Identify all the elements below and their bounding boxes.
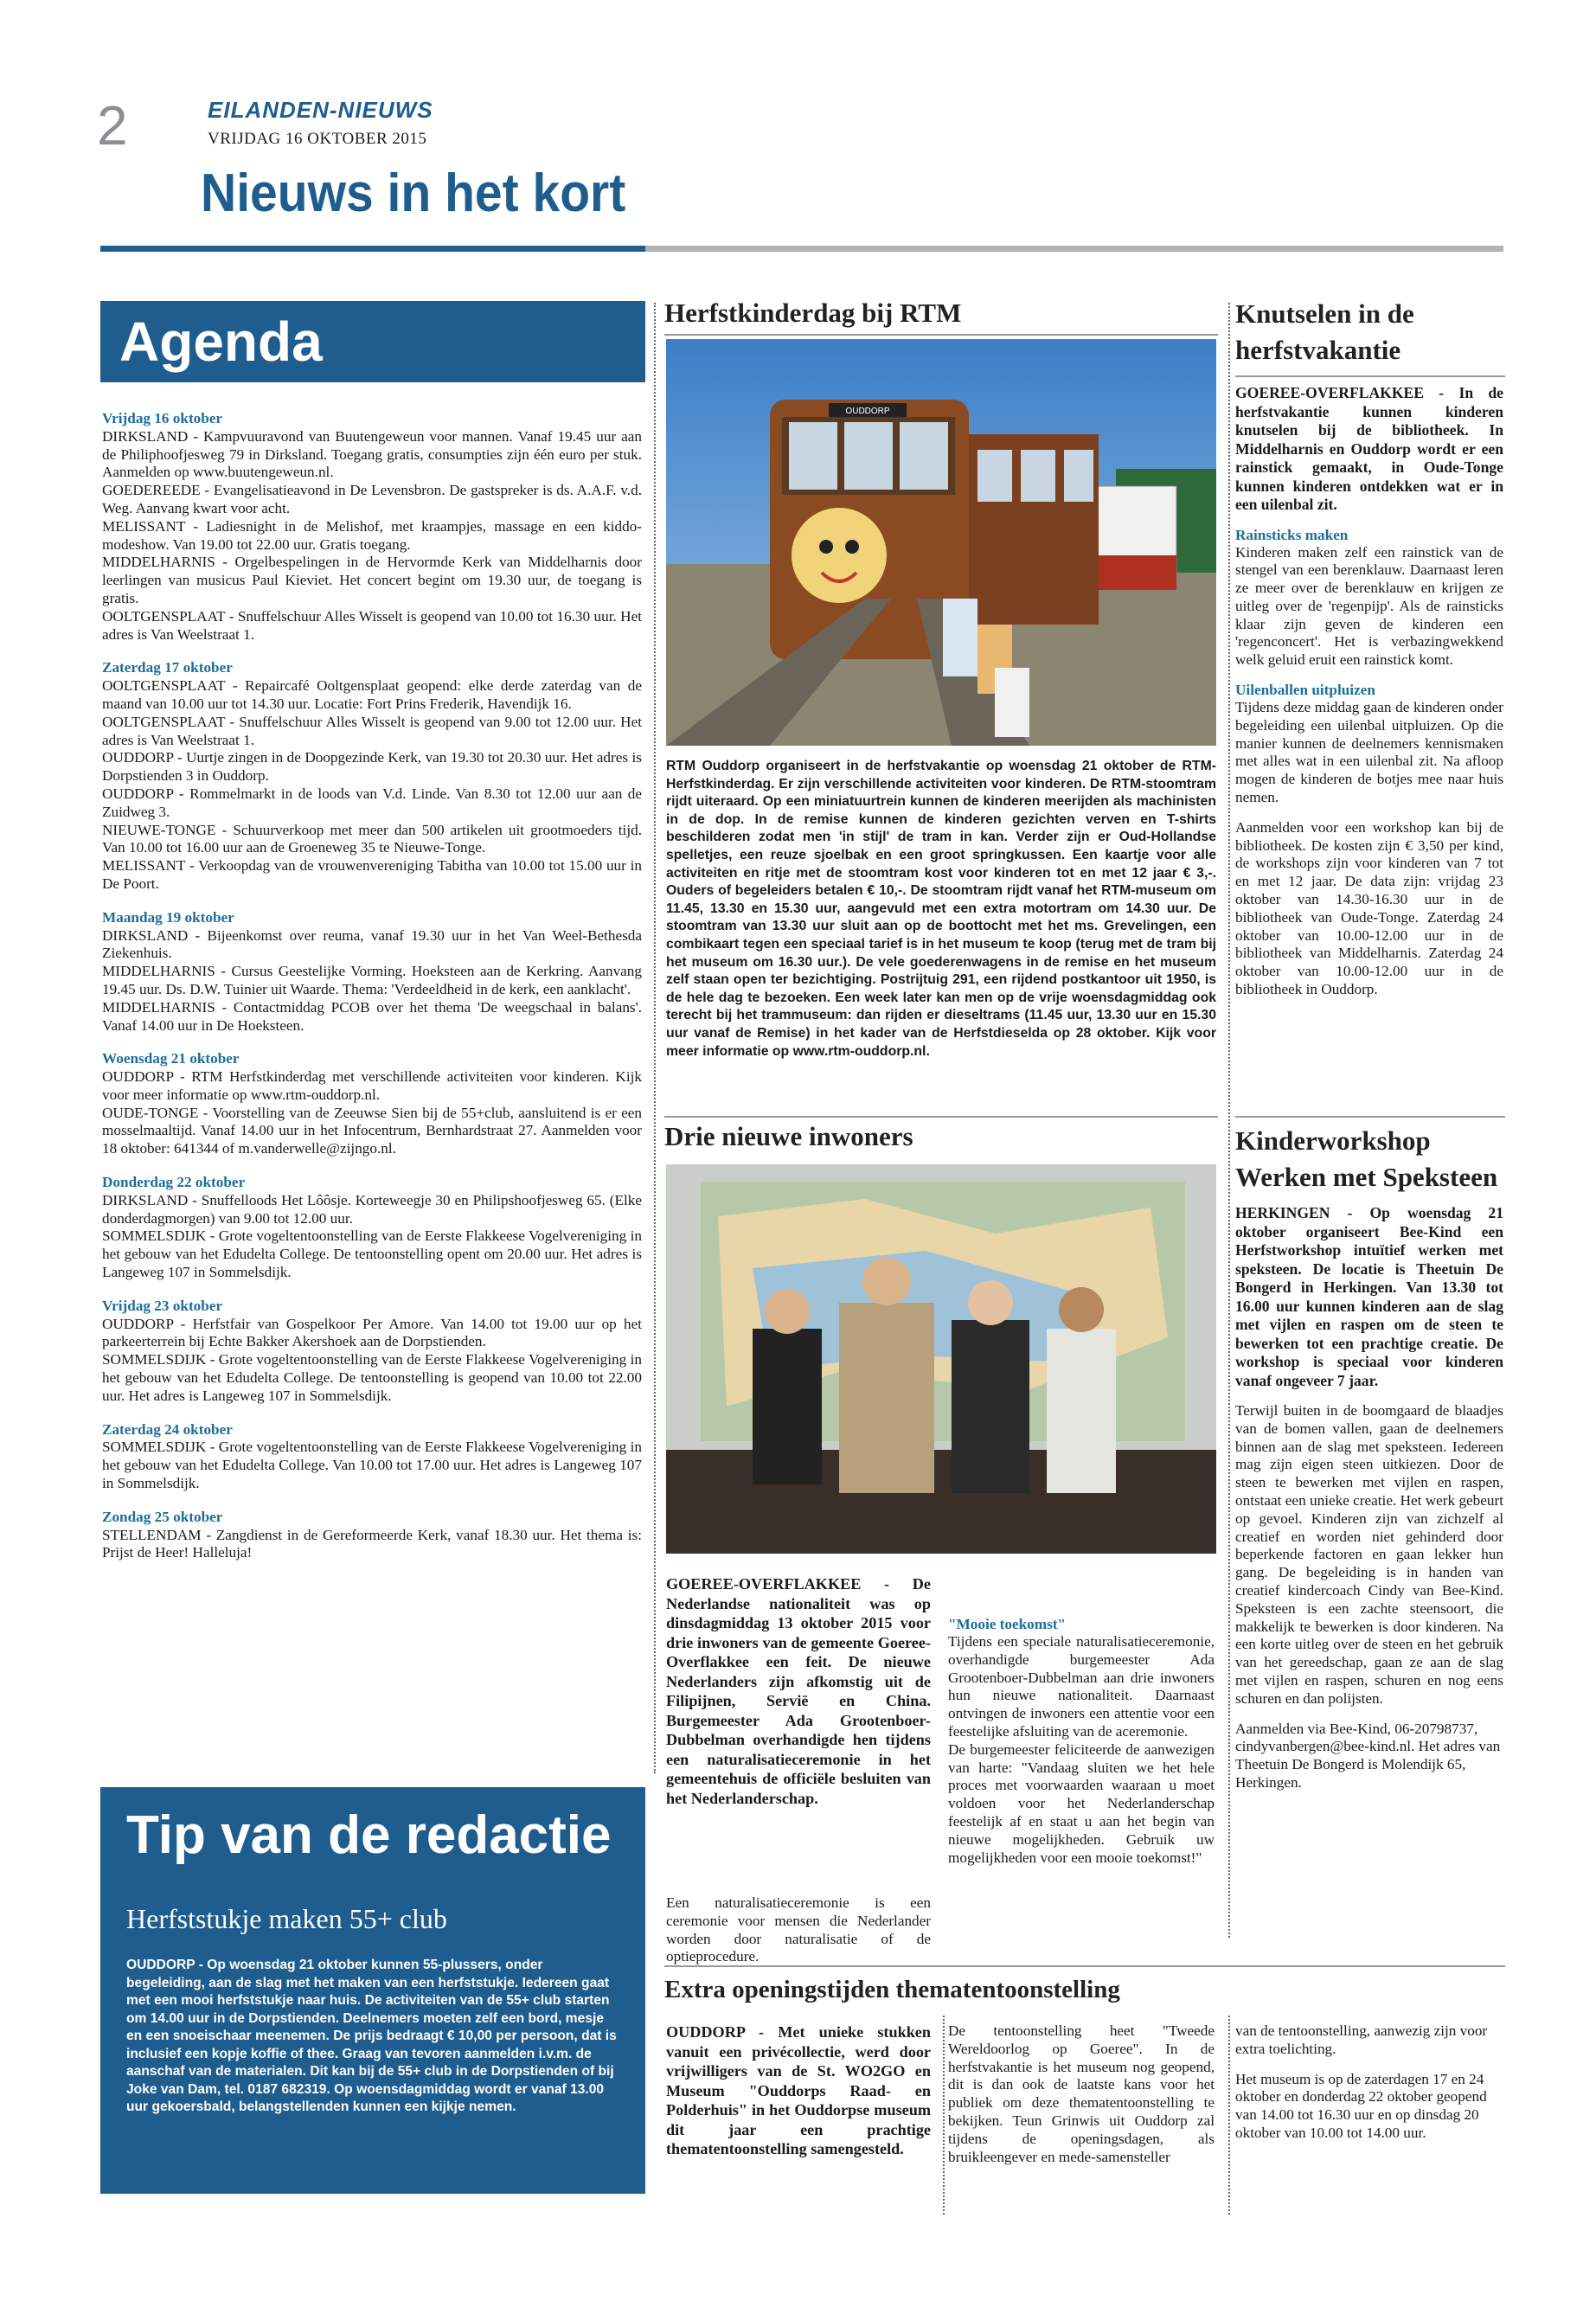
agenda-entry: MELISSANT - Ladiesnight in de Melishof, met kraampjes, massage en een kiddo-modeshow. Van 19.00 tot 22.00 uur. Gratis toegang. (102, 517, 642, 553)
knutselen-headline-line: herfstvakantie (1235, 335, 1401, 365)
spacer (1235, 2059, 1503, 2071)
section-title: Nieuws in het kort (201, 163, 626, 223)
spacer (1235, 1708, 1503, 1721)
header-rule-accent (100, 246, 645, 252)
knutselen-paragraph: Kinderen maken zelf een rainstick van de stengel van een berenklauw. Daarnaast leren ze meer over de berenklauw en krijgen ze uitleg over de 'regenpijp'. Als de rainsticks klaar zijn geven de kinderen een 'regenconcert'. Het is verbazingwekkend welk geluid eruit een rainstick komt. (1235, 543, 1503, 669)
tram-destination-sign: OUDDORP (845, 407, 890, 416)
workshop-body (1235, 1204, 1503, 1792)
workshop-paragraph: Aanmelden via Bee-Kind, 06-20798737, cindyvanbergen@bee-kind.nl. Het adres van Theetuin De Bongerd is Molendijk 65, Herkingen. (1235, 1720, 1501, 1791)
agenda-entry: DIRKSLAND - Snuffelloods Het Lôôsje. Korteweegje 30 en Philipshoofjesweg 65. (Elke donderdagmorgen) van 9.00 tot 12.00 uur. (102, 1191, 642, 1227)
inwoners-column-2 (948, 1574, 1215, 1867)
knutselen-subhead: Rainsticks maken (1235, 526, 1349, 543)
agenda-entry: OUDDORP - RTM Herfstkinderdag met verschillende activiteiten voor kinderen. Kijk voor meer informatie op www.rtm-ouddorp.nl. (102, 1068, 642, 1103)
spacer (1235, 515, 1503, 527)
workshop-paragraph: Terwijl buiten in de boomgaard de blaadjes van de bomen vallen, gaan de deelnemers binnen aan de slag met speksteen. Iedereen mag zijn eigen steen uitkiezen. Door de steen te bewerken met vijlen en raspen, ontstaat een unieke creatie. Het werk gebeurt op gevoel. Kinderen zijn van zichzelf al creatief en worden niet gehinderd door beperkende factoren en gaan lekker hun gang. De begeleiding is in handen van creatief kindercoach Cindy van Bee-Kind. Speksteen is een zachte steensoort, die makkelijk te bewerken is door kinderen. Na een korte uitleg over de steen en het gebruik van het gereedschap, gaan ze aan de slag met vijlen en raspen, schuren en nog eens schuren en dan polijsten. (1235, 1402, 1503, 1707)
agenda-entry: SOMMELSDIJK - Grote vogeltentoonstelling van de Eerste Flakkeese Vogelvereniging in het gebouw van het Edudelta College. Van 10.00 tot 17.00 uur. Het adres is Langeweg 107 in Sommelsdijk. (102, 1439, 642, 1492)
extra-paragraph: Het museum is op de zaterdagen 17 en 24 oktober en donderdag 22 oktober geopend van 14.00 tot 16.30 uur en op dinsdag 20 oktober van 10.00 tot 14.00 uur. (1235, 2070, 1487, 2141)
extra-headline: Extra openingstijden thematentoonstelling (664, 1976, 1120, 2003)
workshop-headline (1235, 1123, 1497, 1195)
extra-lead: OUDDORP - Met unieke stukken vanuit een privécollectie, werd door vrijwilligers van de St. WO2GO en Museum "Ouddorps Raad- en Polderhuis" in het Ouddorpse museum dit jaar een prachtige thematentoonstelling samengesteld. (666, 2023, 931, 2157)
workshop-lead: HERKINGEN - Op woensdag 21 oktober organiseert Bee-Kind een Herfstworkshop intuïtief werken met speksteen. De locatie is Theetuin De Bongerd in Herkingen. Van 13.30 tot 16.00 uur kunnen kinderen aan de slag met vijlen en raspen om de steen te bewerken tot een prachtige creatie. De workshop is speciaal voor kinderen vanaf ongeveer 7 jaar. (1235, 1204, 1503, 1389)
tram-photo (666, 339, 1216, 746)
agenda-entry: OOLTGENSPLAAT - Repaircafé Ooltgensplaat geopend: elke derde zaterdag van de maand van 10.00 uur tot 14.30 uur. Locatie: Fort Prins Frederik, Havendijk 16. (102, 677, 642, 712)
column-divider (943, 2016, 945, 2214)
inwoners-paragraph: Een naturalisatieceremonie is een ceremonie voor mensen die Nederlander worden door naturalisatie of de optieprocedure. (666, 1894, 931, 1965)
column-divider (1228, 2016, 1230, 2214)
agenda-entry: OOLTGENSPLAAT - Snuffelschuur Alles Wisselt is geopend van 9.00 tot 12.00 uur. Het adres is Van Weelstraat 1. (102, 713, 642, 748)
spacer (1235, 670, 1503, 682)
extra-paragraph: De tentoonstelling heet "Tweede Wereldoorlog op Goeree". In de herfstvakantie is het museum nog geopend, dit is dan ook de laatste kans voor het publiek om deze thematentoonstelling te bekijken. Teun Grinwis uit Ouddorp zal tijdens de openingsdagen, als bruikleengever en mede-samensteller (948, 2022, 1215, 2165)
agenda-day-heading: Woensdag 21 oktober (102, 1050, 240, 1067)
knutselen-headline-line: Knutselen in de (1235, 298, 1414, 329)
inwoners-paragraph: De burgemeester feliciteerde de aanwezigen van harte: "Vandaag sluiten we het hele proces met voorwaarden waaraan u moet voldoen voor het Nederlanderschap feestelijk af en staat u aan het begin van nieuwe mogelijkheden. Gebruik uw mogelijkheden voor een mooie toekomst!" (948, 1740, 1215, 1866)
issue-date: VRIJDAG 16 OKTOBER 2015 (208, 130, 427, 148)
spacer (1235, 1390, 1503, 1402)
column-divider (1228, 303, 1230, 1938)
agenda-entry: GOEDEREEDE - Evangelisatieavond in De Levensbron. De gastspreker is ds. A.A.F. v.d. Weg. Aanvang kwart voor acht. (102, 482, 642, 516)
agenda-entry: MIDDELHARNIS - Orgelbespelingen in de Hervormde Kerk van Middelharnis door leerlingen van musicus Paul Kieviet. Het concert begint om 19.30 uur, de toegang is gratis. (102, 554, 642, 606)
naturalisation-photo (666, 1164, 1216, 1554)
group-illustration (666, 1164, 1216, 1554)
knutselen-paragraph: Tijdens deze middag gaan de kinderen onder begeleiding een uilenbal uitpluizen. Op die manier kunnen de deelnemers kennismaken met alles wat in een uilenbal zit. Na afloop mogen de kinderen de botjes mee naar huis nemen. (1235, 699, 1503, 806)
agenda-entry: STELLENDAM - Zangdienst in de Gereformeerde Kerk, vanaf 18.30 uur. Het thema is: Prijst de Heer! Halleluja! (102, 1526, 642, 1561)
agenda-day-heading: Zaterdag 17 oktober (102, 659, 233, 676)
knutselen-headline (1235, 296, 1414, 369)
inwoners-subhead: "Mooie toekomst" (948, 1616, 1067, 1632)
headline-rule (664, 1116, 1218, 1118)
agenda-entry: DIRKSLAND - Bijeenkomst over reuma, vanaf 19.30 uur in het Van Weel-Bethesda Ziekenhuis. (102, 926, 642, 962)
agenda-day-heading: Zaterdag 24 oktober (102, 1420, 233, 1438)
extra-column-3 (1235, 2022, 1503, 2143)
extra-paragraph: van de tentoonstelling, aanwezig zijn voor extra toelichting. (1235, 2022, 1488, 2057)
knutselen-body (1235, 384, 1503, 999)
column-divider (654, 303, 656, 1773)
agenda-list (102, 410, 642, 1562)
agenda-day-heading: Vrijdag 16 oktober (102, 410, 223, 426)
agenda-entry: MIDDELHARNIS - Cursus Geestelijke Vorming. Hoeksteen aan de Kerkring. Aanvang 19.45 uur. Ds. D.W. Tuinier uit Waarde. Thema: 'Verdeeldheid in de kerk, een aanklacht'. (102, 963, 642, 997)
agenda-entry: OOLTGENSPLAAT - Snuffelschuur Alles Wisselt is geopend van 10.00 tot 16.30 uur. Het adres is Van Weelstraat 1. (102, 607, 642, 643)
workshop-headline-line: Werken met Speksteen (1235, 1162, 1498, 1192)
tip-box (100, 1787, 645, 2194)
knutselen-paragraph: Aanmelden voor een workshop kan bij de bibliotheek. De kosten zijn € 3,50 per kind, de workshops zijn voor kinderen van 7 tot en met 12 jaar. De data zijn: vrijdag 23 oktober van 14.30-16.30 uur in de bibliotheek van Oude-Tonge. Zaterdag 24 oktober van 10.00-12.00 uur in de bibliotheek van Middelharnis. Zaterdag 24 oktober van 10.00-12.00 uur in de bibliotheek in Ouddorp. (1235, 818, 1503, 998)
headline-rule (1235, 1116, 1505, 1118)
tip-text: OUDDORP - Op woensdag 21 oktober kunnen 55-plussers, onder begeleiding, aan de slag met het maken van een herfststukje. Iedereen gaat met een mooi herfststukje naar huis. De activiteiten van de 55+ club starten om 14.00 uur in de Dorpstienden. Deelnemers moeten zelf een bord, mesje en een snoeischaar meenemen. De prijs bedraagt € 10,00 per persoon, dat is inclusief een kopje koffie of thee. Graag van tevoren aanmelden i.v.m. de aanschaf van de materialen. Dit kan bij de 55+ club in de Dorpstienden of bij Joke van Dam, tel. 0187 682319. Op woensdagmiddag wordt er vanaf 13.00 uur gekoersbald, belangstellenden kunnen een kijkje nemen. (126, 1958, 617, 2114)
agenda-entry: NIEUWE-TONGE - Schuurverkoop met meer dan 500 artikelen uit grootmoeders tijd. Van 10.00 tot 16.00 uur aan de Groeneweg 35 te Nieuwe-Tonge. (102, 821, 642, 856)
inwoners-headline: Drie nieuwe inwoners (664, 1121, 913, 1151)
knutselen-subhead: Uilenballen uitpluizen (1235, 682, 1375, 699)
knutselen-lead: GOEREE-OVERFLAKKEE - In de herfstvakantie kunnen kinderen knutselen bij de bibliotheek. In Middelharnis en Ouddorp wordt er een rainstick gemaakt, in Oude-Tonge kunnen kinderen ontdekken wat er in een uilenbal zit. (1235, 384, 1503, 513)
agenda-entry: OUDDORP - Herfstfair van Gospelkoor Per Amore. Van 14.00 tot 19.00 uur op het parkeerterrein bij Echte Bakker Akershoek aan de Dorpstienden. (102, 1315, 642, 1350)
agenda-entry: SOMMELSDIJK - Grote vogeltentoonstelling van de Eerste Flakkeese Vogelvereniging in het gebouw van het Edudelta College. De tentoonstelling opent om 20.00 uur. Het adres is Langeweg 107 in Sommelsdijk. (102, 1227, 642, 1281)
agenda-day-heading: Maandag 19 oktober (102, 908, 234, 926)
rtm-caption: RTM Ouddorp organiseert in de herfstvakantie op woensdag 21 oktober de RTM-Herfstkinderdag. Er zijn verschillende activiteiten voor kinderen. De RTM-stoomtram rijdt uiteraard. Op een miniatuurtrein kunnen de kinderen meerijden als machinisten in de dop. In de remise kunnen de kinderen gezichten verven en T-shirts beschilderen zodat men 'in stijl' de tram in kan. Verder zijn er Oud-Hollandse spelletjes, een reuze sjoelbak en een groot springkussen. Een kaartje voor alle activiteiten en ritje met de stoomtram kost voor kinderen tot en met 12 jaar € 3,-. Ouders of begeleiders betalen € 10,-. De stoomtram rijdt vanaf het RTM-museum om 11.45, 13.30 en 15.30 uur, aangevuld met een extra motortram om 14.30 uur. De stoomtram van 13.30 uur sluit aan op de boottocht met het ms. Grevelingen, een combikaart tegen een speciaal tarief is in het museum te koop (terug met de tram bij het museum om 16.30 uur.). De vele goederenwagens in de remise en het museum zelf staan open ter bezichtiging. Postrijtuig 291, een rijdend postkantoor uit 1950, is de hele dag te bezoeken. Een week later kan men op de vrije woensdagmiddag ook terecht bij het trammuseum: dan rijden er dieseltrams (11.45 uur, 13.30 uur en 15.30 uur vanaf de Remise) in het kader van de Herfstdieselda op 28 oktober. Kijk voor meer informatie op www.rtm-ouddorp.nl. (666, 759, 1216, 1059)
rtm-headline: Herfstkinderdag bij RTM (664, 298, 962, 328)
agenda-entry: OUDE-TONGE - Voorstelling van de Zeeuwse Sien bij de 55+club, aansluitend is er een mosselmaaltijd. Vanaf 14.00 uur in het Infocentrum, Bernhardstraat 27. Aanmelden voor 18 oktober: 641344 of m.vanderwelle@zijngo.nl. (102, 1104, 642, 1157)
headline-rule (664, 334, 1218, 336)
agenda-day-heading: Donderdag 22 oktober (102, 1174, 246, 1191)
inwoners-paragraph: Tijdens een speciale naturalisatieceremonie, overhandigde burgemeester Ada Grootenboer-Dubbelman aan drie inwoners hun nieuwe nationaliteit. Daarnaast ontvingen de inwoners een attentie voor een feestelijke afsluiting van de aceremonie. (948, 1633, 1215, 1740)
masthead-logo: EILANDEN-NIEUWS (208, 97, 433, 123)
headline-rule (664, 1965, 1505, 1967)
inwoners-lead: GOEREE-OVERFLAKKEE - De Nederlandse nationaliteit was op dinsdagmiddag 13 oktober 2015 voor drie inwoners van de gemeente Goeree-Overflakkee een feit. De nieuwe Nederlanders zijn afkomstig uit de Filipijnen, Servië en China. Burgemeester Ada Grootenboer-Dubbelman overhandigde hen tijdens een naturalisatieceremonie in het gemeentehuis de officiële besluiten van het Nederlanderschap. (666, 1575, 931, 1807)
agenda-entry: MIDDELHARNIS - Contactmiddag PCOB over het thema 'De weegschaal in balans'. Vanaf 14.00 uur in De Hoeksteen. (102, 998, 642, 1034)
agenda-entry: OUDDORP - Uurtje zingen in de Doopgezinde Kerk, van 19.30 tot 20.30 uur. Het adres is Dorpstienden 3 in Ouddorp. (102, 749, 642, 785)
agenda-title: Agenda (100, 301, 645, 382)
agenda-day-heading: Vrijdag 23 oktober (102, 1297, 223, 1314)
tip-title: Tip van de redactie (126, 1805, 612, 1865)
headline-rule (1235, 375, 1505, 377)
workshop-headline-line: Kinderworkshop (1235, 1125, 1431, 1156)
agenda-day-heading: Zondag 25 oktober (102, 1508, 223, 1525)
agenda-entry: OUDDORP - Rommelmarkt in de loods van V.d. Linde. Van 8.30 tot 12.00 uur aan de Zuidweg 3. (102, 785, 642, 820)
agenda-entry: SOMMELSDIJK - Grote vogeltentoonstelling van de Eerste Flakkeese Vogelvereniging in het gebouw van het Edudelta College. De tentoonstelling is geopend van 10.00 tot 22.00 uur. Het adres is Langeweg 107 in Sommelsdijk. (102, 1351, 642, 1404)
tram-illustration (666, 339, 1216, 746)
agenda-entry: DIRKSLAND - Kampvuuravond van Buutengeweun voor mannen. Vanaf 19.45 uur aan de Philiphoofjesweg 79 in Dirksland. Toegang gratis, consumpties zijn één euro per stuk. Aanmelden op www.buutengeweun.nl. (102, 427, 642, 481)
spacer (1235, 807, 1503, 819)
agenda-entry: MELISSANT - Verkoopdag van de vrouwenvereniging Tabitha van 10.00 tot 15.00 uur in De Poort. (102, 857, 642, 892)
page-number: 2 (97, 94, 128, 157)
tip-subtitle: Herfststukje maken 55+ club (126, 1903, 447, 1934)
